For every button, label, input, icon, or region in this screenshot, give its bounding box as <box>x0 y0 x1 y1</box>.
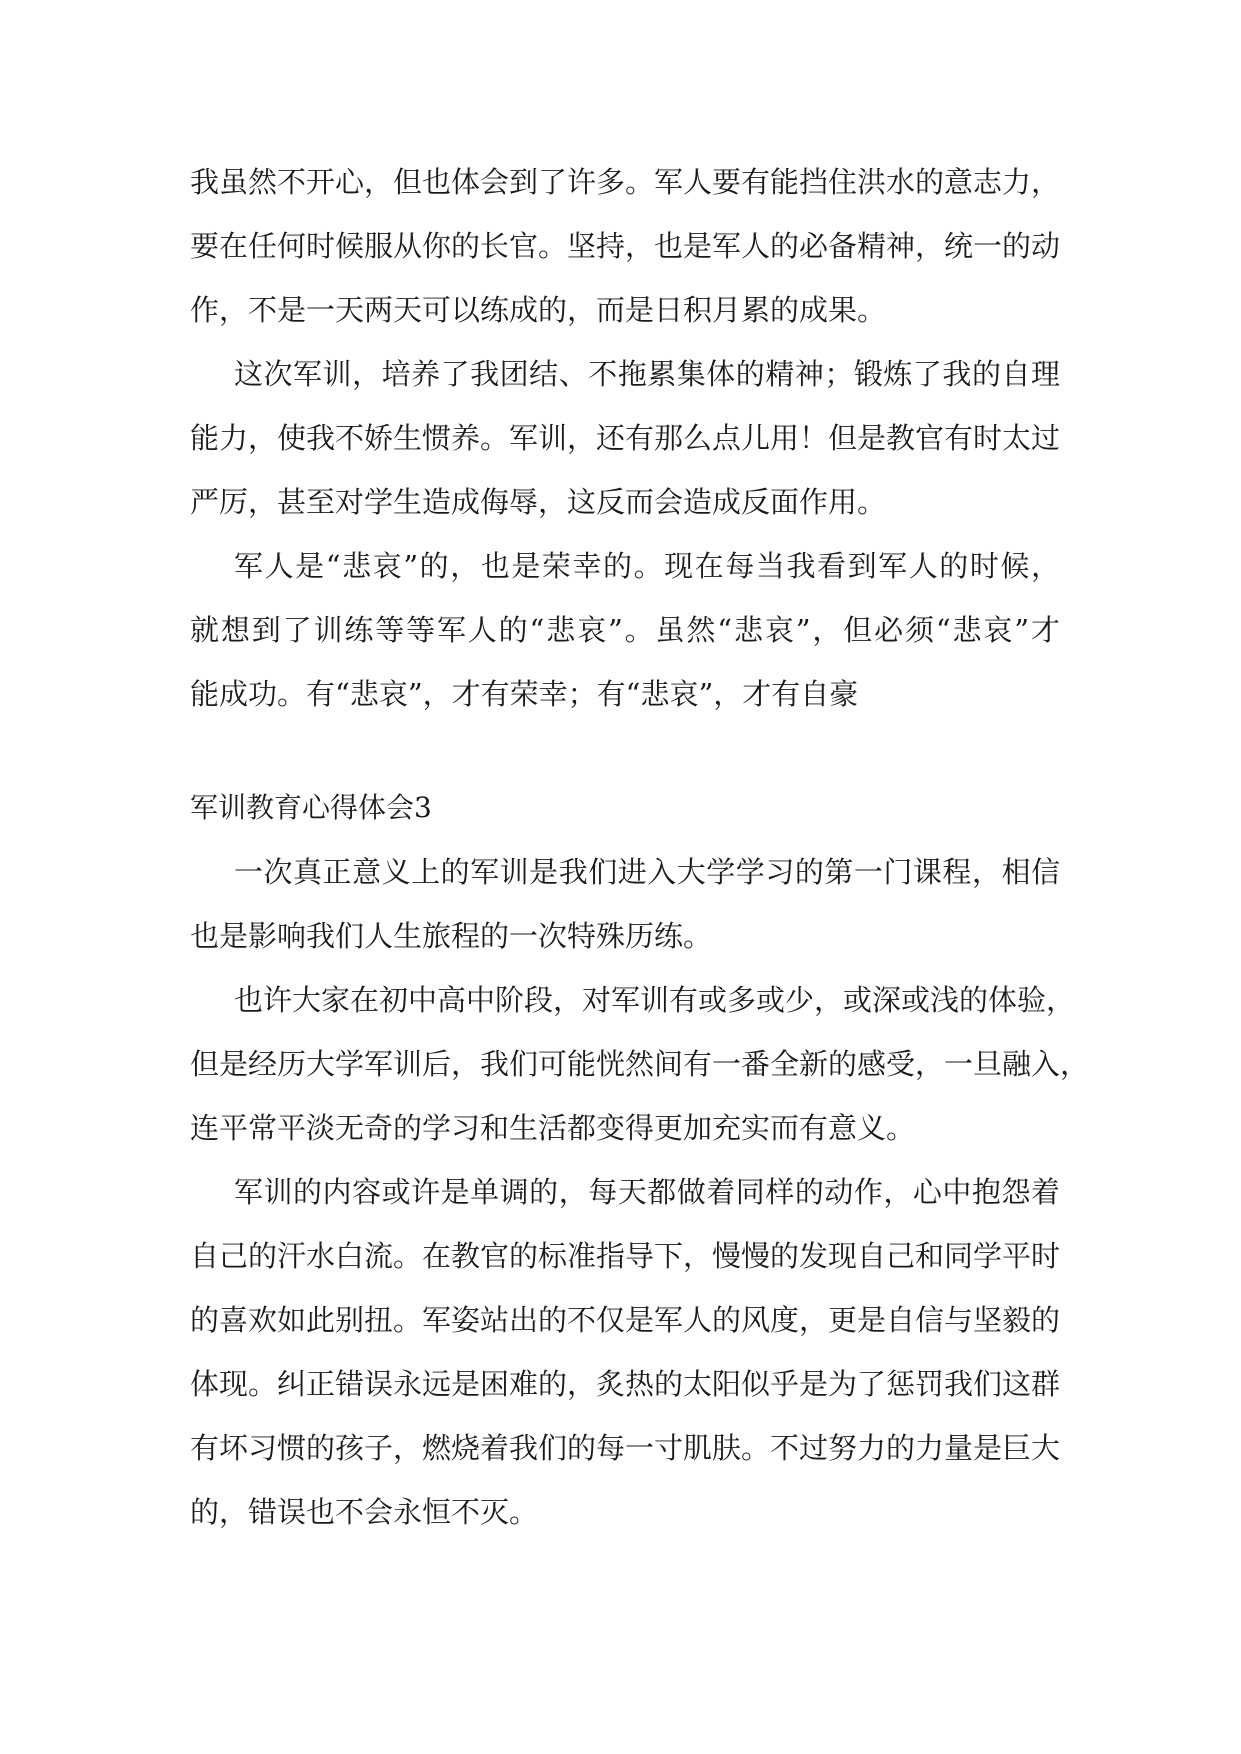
paragraph-line: 军人是“悲哀”的，也是荣幸的。现在每当我看到军人的时候， <box>234 549 1060 583</box>
document-body <box>190 150 1090 1544</box>
paragraph-line: 就想到了训练等等军人的“悲哀”。虽然“悲哀”，但必须“悲哀”才 <box>190 613 1060 647</box>
paragraph <box>190 968 1090 1160</box>
paragraph-line: 要在任何时候服从你的长官。坚持，也是军人的必备精神，统一的动 <box>190 229 1061 263</box>
paragraph-line: 但是经历大学军训后，我们可能恍然间有一番全新的感受，一旦融入， <box>190 1047 1090 1081</box>
paragraph-line: 军训的内容或许是单调的，每天都做着同样的动作，心中抱怨着 <box>234 1175 1060 1209</box>
paragraph <box>190 150 1060 342</box>
section-heading: 军训教育心得体会3 <box>190 791 432 824</box>
paragraph-line: 也是影响我们人生旅程的一次特殊历练。 <box>190 919 713 953</box>
paragraph-line: 作，不是一天两天可以练成的，而是日积月累的成果。 <box>190 293 887 327</box>
paragraph-line: 有坏习惯的孩子，燃烧着我们的每一寸肌肤。不过努力的力量是巨大 <box>190 1431 1061 1465</box>
paragraph <box>190 534 1060 726</box>
paragraph-line: 的，错误也不会永恒不灭。 <box>190 1495 539 1529</box>
paragraph-line: 体现。纠正错误永远是困难的，炙热的太阳似乎是为了惩罚我们这群 <box>190 1367 1061 1401</box>
paragraph-line: 我虽然不开心，但也体会到了许多。军人要有能挡住洪水的意志力， <box>190 165 1061 199</box>
paragraph <box>190 840 1060 968</box>
paragraph-line: 这次军训，培养了我团结、不拖累集体的精神；锻炼了我的自理 <box>234 357 1060 391</box>
paragraph-line: 能成功。有“悲哀”，才有荣幸；有“悲哀”，才有自豪 <box>190 677 859 711</box>
paragraph <box>190 1160 1060 1544</box>
paragraph-line: 也许大家在初中高中阶段，对军训有或多或少，或深或浅的体验， <box>234 983 1076 1017</box>
paragraph-line: 自己的汗水白流。在教官的标准指导下，慢慢的发现自己和同学平时 <box>190 1239 1061 1273</box>
paragraph-line: 连平常平淡无奇的学习和生活都变得更加充实而有意义。 <box>190 1111 916 1145</box>
paragraph <box>190 342 1060 534</box>
paragraph-line: 一次真正意义上的军训是我们进入大学学习的第一门课程，相信 <box>234 855 1060 889</box>
paragraph-line: 的喜欢如此别扭。军姿站出的不仅是军人的风度，更是自信与坚毅的 <box>190 1303 1061 1337</box>
paragraph-line: 能力，使我不娇生惯养。军训，还有那么点儿用！但是教官有时太过 <box>190 421 1061 455</box>
paragraph-line: 严厉，甚至对学生造成侮辱，这反而会造成反面作用。 <box>190 485 887 519</box>
section-spacer <box>190 726 1060 776</box>
